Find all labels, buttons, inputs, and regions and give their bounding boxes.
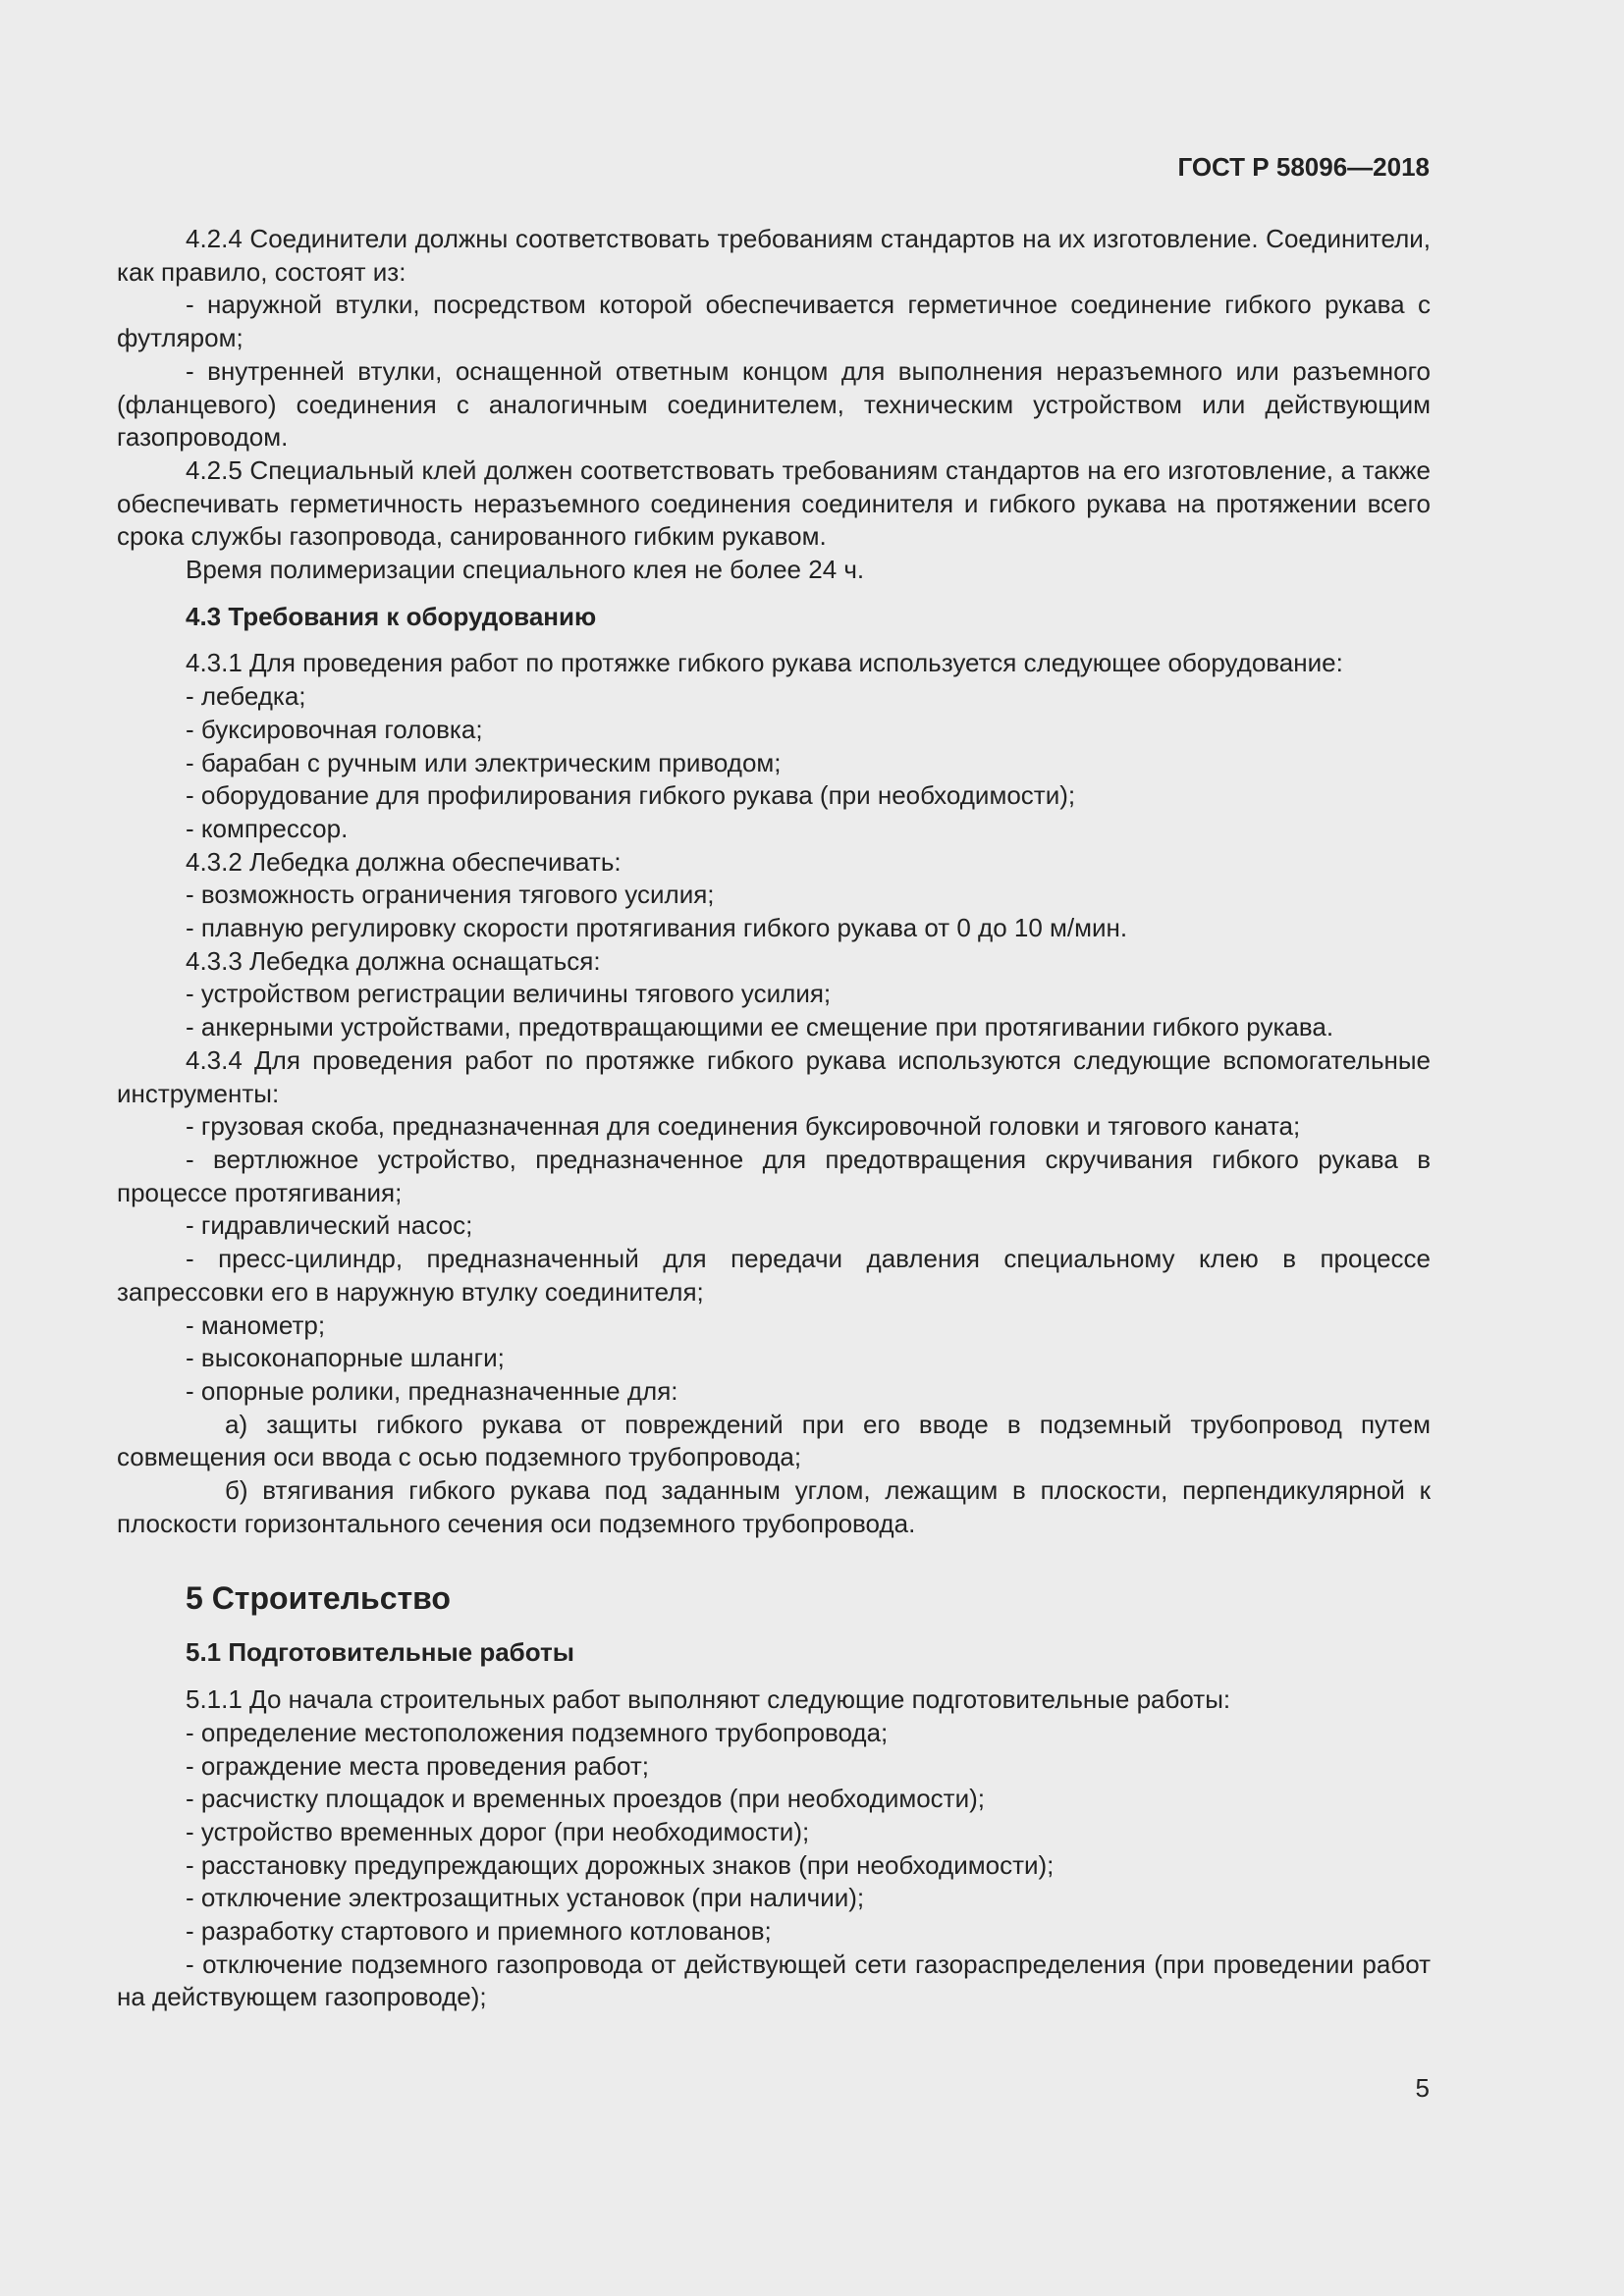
paragraph-4-3-4: 4.3.4 Для проведения работ по протяжке гибкого рукава используются следующие вспомогательные инструменты: xyxy=(117,1044,1431,1108)
list-item: - ограждение места проведения работ; xyxy=(186,1750,650,1781)
list-item: - манометр; xyxy=(186,1309,326,1340)
section-heading-5-1: 5.1 Подготовительные работы xyxy=(186,1637,574,1668)
list-item: - возможность ограничения тягового усилия; xyxy=(186,880,715,910)
list-item: - вертлюжное устройство, предназначенное для предотвращения скручивания гибкого рукава в процессе протягивания; xyxy=(117,1144,1431,1207)
section-heading-4-3: 4.3 Требования к оборудованию xyxy=(186,601,597,631)
list-item: - лебедка; xyxy=(186,681,306,712)
document-id-header: ГОСТ Р 58096—2018 xyxy=(1177,152,1430,182)
list-item: - высоконапорные шланги; xyxy=(186,1343,505,1373)
paragraph-4-2-5: 4.2.5 Специальный клей должен соответствовать требованиям стандартов на его изготовление, а также обеспечивать герметичность неразъемного соединения соединителя и гибкого рукава на протяжении всего срока службы газопровода, санированного гибким рукавом. xyxy=(117,454,1431,552)
list-item: - буксировочная головка; xyxy=(186,714,483,744)
list-item: - грузовая скоба, предназначенная для соединения буксировочной головки и тягового каната; xyxy=(186,1111,1301,1142)
paragraph-4-2-4: 4.2.4 Соединители должны соответствовать требованиям стандартов на их изготовление. Соединители, как правило, состоят из: xyxy=(117,224,1431,287)
list-item: - пресс-цилиндр, предназначенный для передачи давления специальному клею в процессе запрессовки его в наружную втулку соединителя; xyxy=(117,1244,1431,1307)
paragraph-4-3-3: 4.3.3 Лебедка должна оснащаться: xyxy=(186,945,601,976)
list-item: - компрессор. xyxy=(186,813,349,843)
list-item: - разработку стартового и приемного котлованов; xyxy=(186,1916,772,1947)
sub-item-a: а) защиты гибкого рукава от повреждений при его вводе в подземный трубопровод путем совмещения оси ввода с осью подземного трубопровода; xyxy=(117,1409,1431,1472)
chapter-heading-5: 5 Строительство xyxy=(186,1580,451,1617)
list-item: - анкерными устройствами, предотвращающими ее смещение при протягивании гибкого рукава. xyxy=(186,1012,1334,1042)
list-item: - гидравлический насос; xyxy=(186,1210,473,1241)
document-body xyxy=(117,223,1431,2014)
list-item: - расчистку площадок и временных проездов (при необходимости); xyxy=(186,1784,985,1814)
list-item: - определение местоположения подземного трубопровода; xyxy=(186,1717,889,1747)
list-item: - барабан с ручным или электрическим приводом; xyxy=(186,747,782,777)
page-number: 5 xyxy=(1415,2073,1430,2103)
list-item: - опорные ролики, предназначенные для: xyxy=(186,1375,678,1406)
list-item: - оборудование для профилирования гибкого рукава (при необходимости); xyxy=(186,780,1076,811)
sub-item-b: б) втягивания гибкого рукава под заданным углом, лежащим в плоскости, перпендикулярной к плоскости горизонтального сечения оси подземного трубопровода. xyxy=(117,1475,1431,1538)
paragraph-polymerization-time: Время полимеризации специального клея не более 24 ч. xyxy=(186,555,865,585)
paragraph-4-3-2: 4.3.2 Лебедка должна обеспечивать: xyxy=(186,846,622,877)
list-item: - наружной втулки, посредством которой обеспечивается герметичное соединение гибкого рукава с футляром; xyxy=(117,290,1431,353)
list-item: - внутренней втулки, оснащенной ответным концом для выполнения неразъемного или разъемного (фланцевого) соединения с аналогичным соединителем, техническим устройством или действующим газопроводом. xyxy=(117,355,1431,453)
list-item: - отключение подземного газопровода от действующей сети газораспределения (при проведении работ на действующем газопроводе); xyxy=(117,1949,1431,2012)
list-item: - устройством регистрации величины тягового усилия; xyxy=(186,979,832,1009)
paragraph-5-1-1: 5.1.1 До начала строительных работ выполняют следующие подготовительные работы: xyxy=(186,1684,1231,1715)
list-item: - устройство временных дорог (при необходимости); xyxy=(186,1816,810,1846)
paragraph-4-3-1: 4.3.1 Для проведения работ по протяжке гибкого рукава используется следующее оборудование: xyxy=(186,648,1343,678)
list-item: - плавную регулировку скорости протягивания гибкого рукава от 0 до 10 м/мин. xyxy=(186,913,1128,943)
list-item: - расстановку предупреждающих дорожных знаков (при необходимости); xyxy=(186,1849,1055,1880)
list-item: - отключение электрозащитных установок (при наличии); xyxy=(186,1883,865,1913)
